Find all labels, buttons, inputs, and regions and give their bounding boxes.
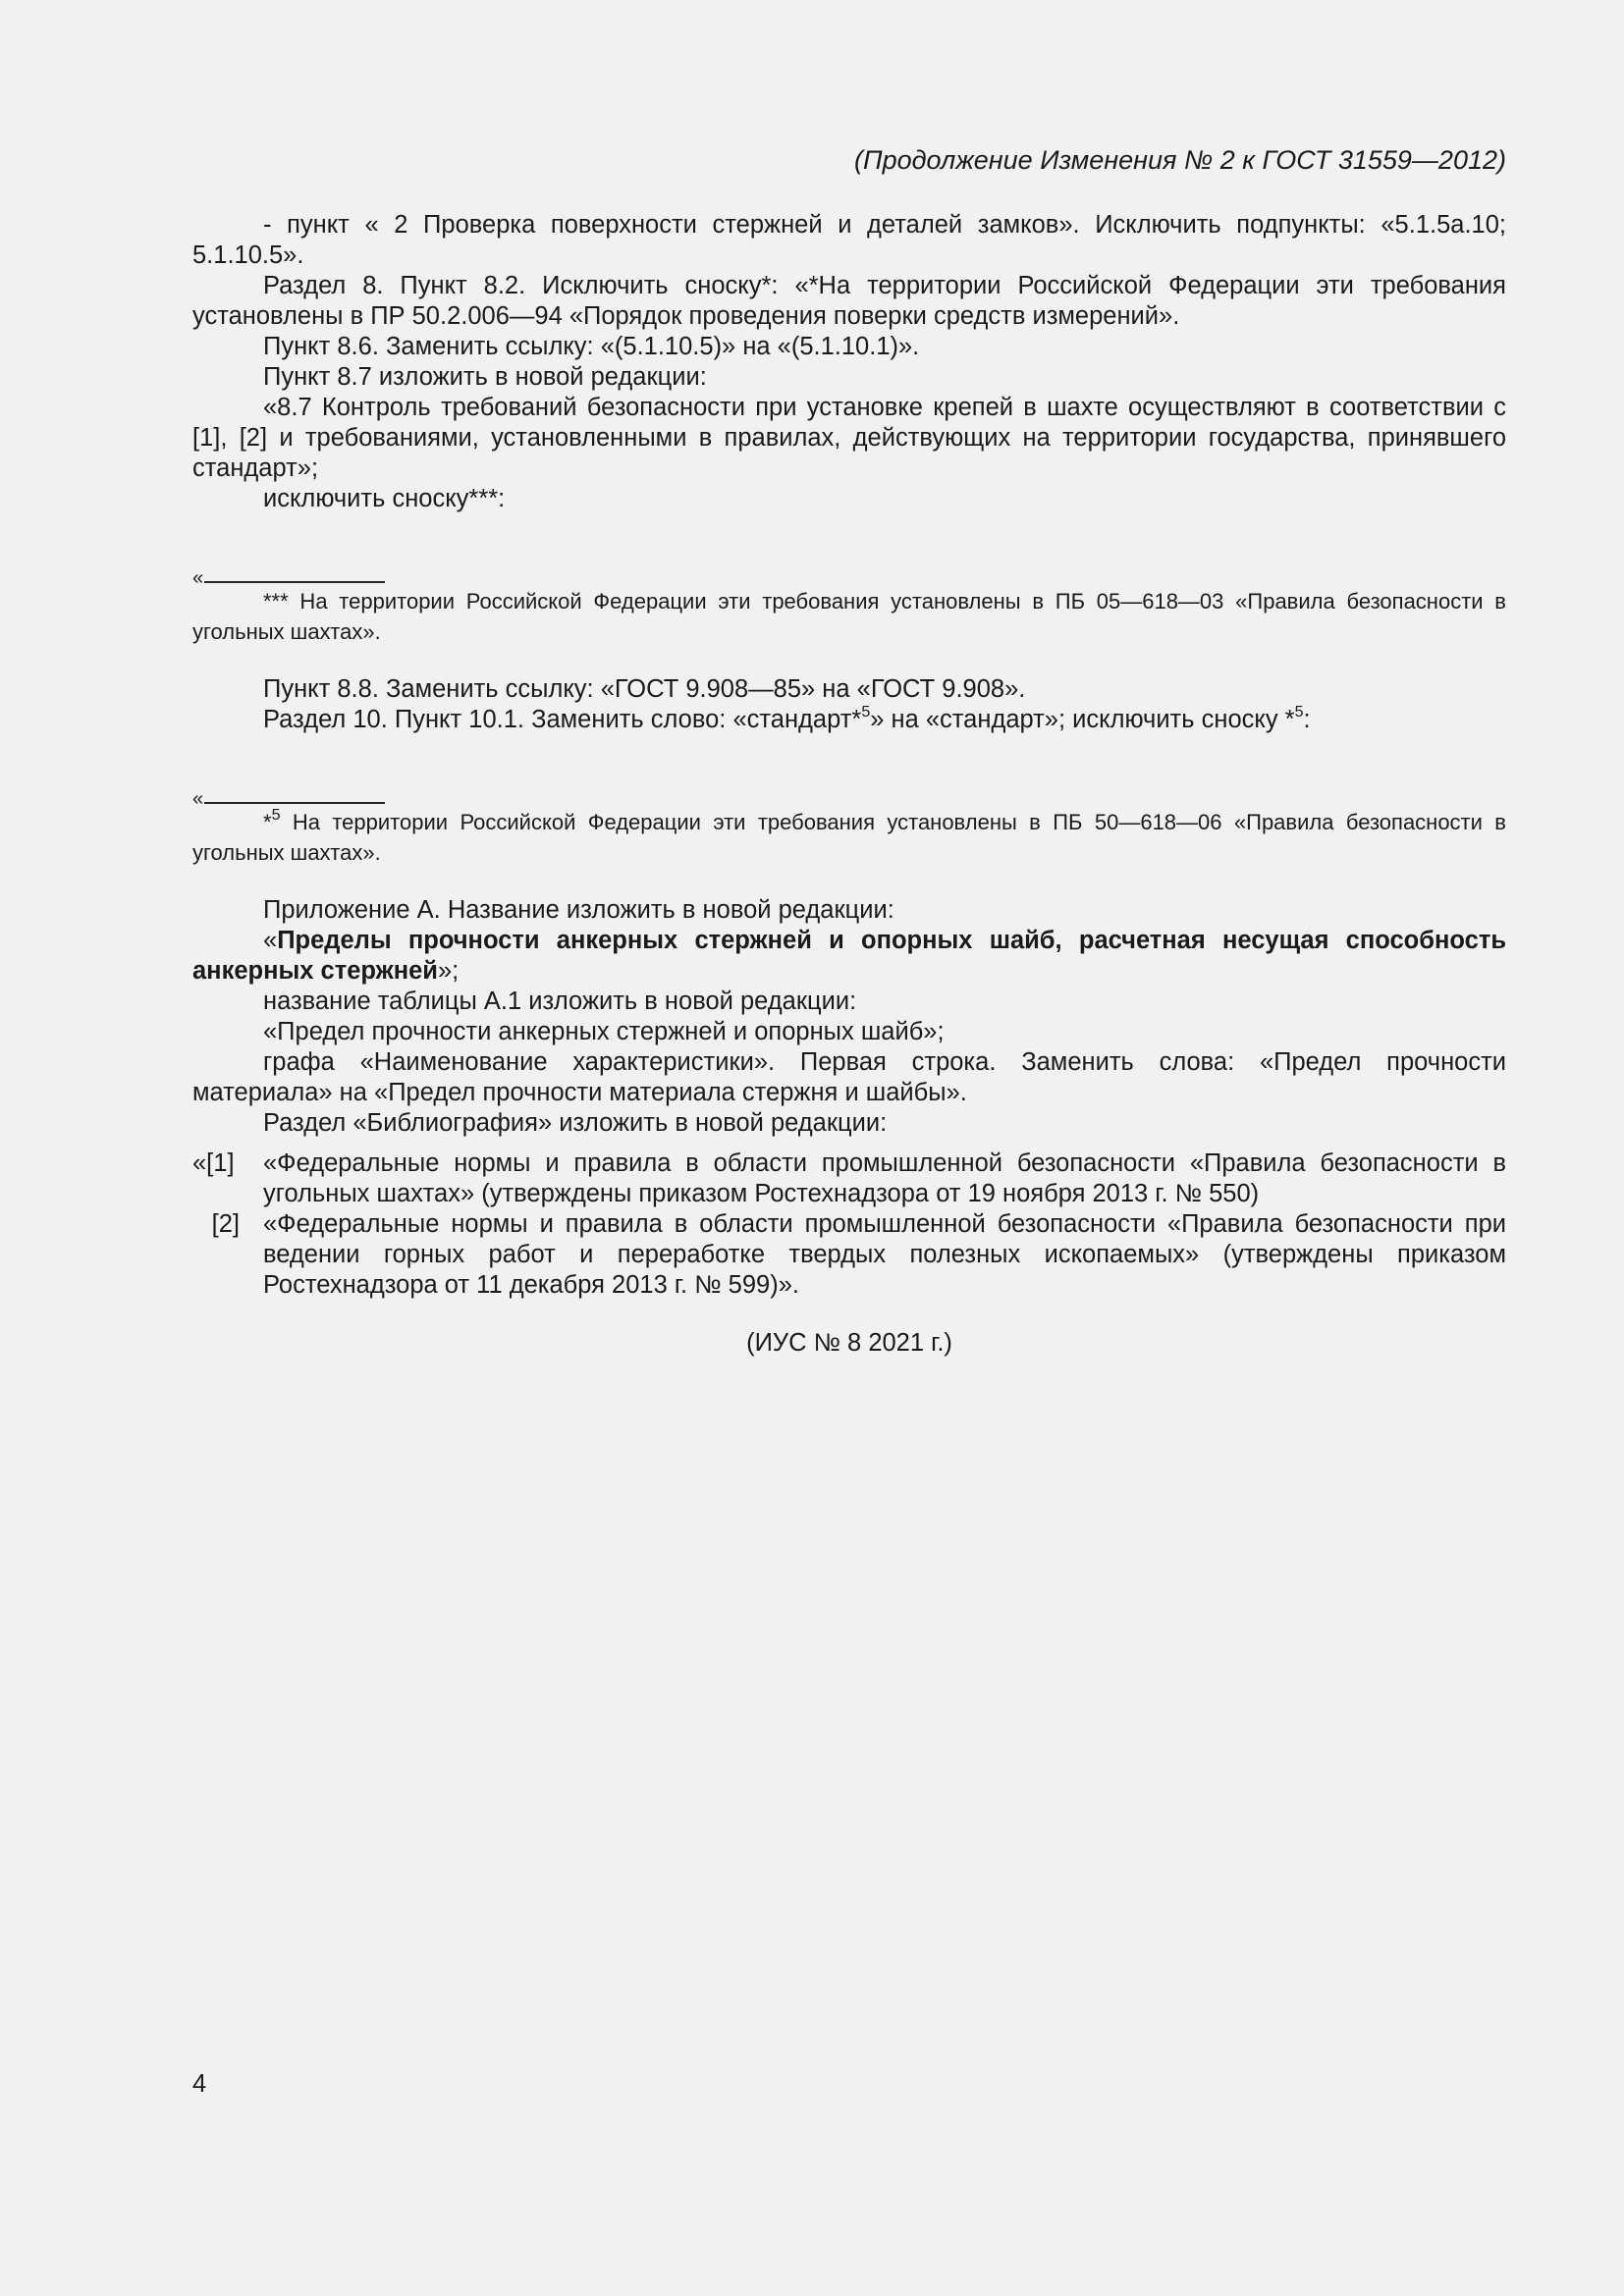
footnote-quote: « [192,567,204,589]
paragraph [192,705,1506,735]
paragraph [192,926,1506,987]
text-run: « [263,927,278,954]
bibliography-entry [192,1209,1506,1301]
paragraph: графа «Наименование характеристики». Первая строка. Заменить слова: «Предел прочности материала» на «Предел прочности материала стержня и шайбы». [192,1048,1506,1106]
paragraph: Раздел 8. Пункт 8.2. Исключить сноску*: «*На территории Российской Федерации эти требования установлены в ПР 50.2.006—94 «Порядок проведения поверки средств измерений». [192,272,1506,330]
text-run: : [1303,706,1311,733]
bibliography-text: «Федеральные нормы и правила в области промышленной безопасности «Правила безопасности в угольных шахтах» (утверждены приказом Ростехнадзора от 19 ноября 2013 г. № 550) [263,1149,1506,1207]
paragraph: «Предел прочности анкерных стержней и опорных шайб»; [263,1018,945,1045]
footnote-rule [204,581,385,583]
page-number: 4 [192,2070,207,2098]
bibliography-entry [192,1148,1506,1209]
paragraph: Раздел «Библиография» изложить в новой редакции: [263,1109,888,1137]
paragraph: Пункт 8.7 изложить в новой редакции: [263,363,707,391]
footnote [192,807,1506,868]
paragraph: «8.7 Контроль требований безопасности при установке крепей в шахте осуществляют в соответствии с [1], [2] и требованиями, установленными в правилах, действующих на территории государства, принявшего стандарт»; [192,394,1506,482]
text-run: * [263,810,272,834]
paragraph: - пункт « 2 Проверка поверхности стержней и деталей замков». Исключить подпункты: «5.1.5а.10; 5.1.10.5». [192,211,1506,269]
text-run: Раздел 10. Пункт 10.1. Заменить слово: «стандарт* [263,706,862,733]
text-run: » на «стандарт»; исключить сноску * [870,706,1295,733]
paragraph: исключить сноску***: [263,485,506,512]
superscript: 5 [271,806,281,824]
footnote-separator [192,567,1506,589]
bibliography-number: [2] [211,1210,240,1238]
footnote: *** На территории Российской Федерации эти требования установлены в ПБ 05—618—03 «Правила безопасности в угольных шахтах». [192,589,1506,644]
superscript: 5 [861,703,871,721]
bibliography-number: «[1] [192,1149,235,1177]
superscript: 5 [1294,703,1304,721]
document-body [192,210,1506,1359]
text-run: »; [437,957,460,985]
page-header: (Продолжение Изменения № 2 к ГОСТ 31559—2012) [854,145,1506,175]
ius-reference: (ИУС № 8 2021 г.) [746,1329,952,1357]
footnote-quote: « [192,788,204,810]
bold-title: Пределы прочности анкерных стержней и опорных шайб, расчетная несущая способность анкерных стержней [192,927,1506,985]
footnote-rule [204,802,385,804]
text-run: На территории Российской Федерации эти требования установлены в ПБ 50—618—06 «Правила безопасности в угольных шахтах». [192,810,1506,865]
paragraph: Пункт 8.8. Заменить ссылку: «ГОСТ 9.908—85» на «ГОСТ 9.908». [263,675,1026,703]
bibliography-text: «Федеральные нормы и правила в области промышленной безопасности «Правила безопасности при ведении горных работ и переработке твердых полезных ископаемых» (утверждены приказом Ростехнадзора от 11 декабря 2013 г. № 599)». [263,1210,1506,1299]
paragraph: Пункт 8.6. Заменить ссылку: «(5.1.10.5)» на «(5.1.10.1)». [263,333,920,360]
paragraph: название таблицы А.1 изложить в новой редакции: [263,988,857,1015]
paragraph: Приложение А. Название изложить в новой редакции: [263,896,894,924]
footnote-separator [192,788,1506,810]
